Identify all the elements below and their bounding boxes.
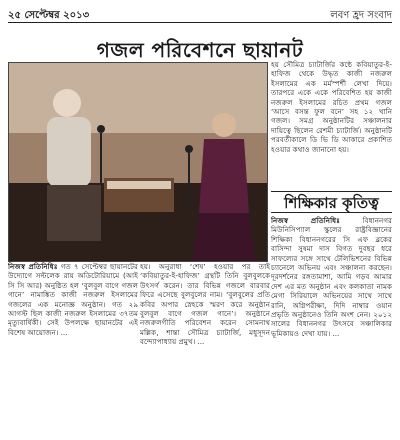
- second-article-dateline: নিজস্ব প্রতিনিধিঃ: [271, 216, 341, 225]
- concert-photo-graphic: [9, 63, 267, 261]
- newspaper-header: [8, 8, 392, 23]
- newspaper-name: লবণ হ্রদ সংবাদ: [330, 10, 392, 21]
- second-article-text: বিধাননগর মিউনিসিপ্যাল স্কুলের রাষ্ট্রবিজ্ঞানের শিক্ষিকা বিধাননগরের সি এফ ব্লকের বাসিন্দা সুষমা দাস বিগত দুবছর ধরে সাফল্যের সঙ্গে সাথে টেলিভিশনের বিভিন্ন চ্যানেলে অভিনয় এবং সঞ্চালনা করছেন। দূরদর্শনের রঙ্গতামাশা, আমি গড়ব আমার দেশ এর মত অনুষ্ঠান এবং কলকাতা নামক মেগা সিরিয়ালে অভিনয়ের সাথে সাথে রানি, অগ্নিপরীক্ষা, দিদি নাম্বার ওয়ান প্রভৃতি অনুষ্ঠানেও তিনি অংশ নেন। ২০১২ সালের বিধাননগর উৎসবে সঞ্চালিকার ভূমিকায়ও দেখা যায়। ...: [271, 216, 392, 338]
- article-continuation-right: হয় সৌমিত্র চ্যাটার্জির কন্ঠে কবিয়াতুর-ই-হাফিজ থেকে উদ্ধৃত কাজী নজরুল ইসলামের এক মর্মস্পর্শী লেখা দিয়ে। তারপরে একে একে পরিবেশিত হয় কাজী নজরুল ইসলামের রচিত প্রথম গজল ‘আসে বসন্ত ফুল বনে’ সহ ১২ খানি গজল। সমগ্র অনুষ্ঠানটির সঞ্চালনার দায়িত্বে ছিলেন রেশমী চ্যাটার্জি। অনুষ্ঠানটি পরবর্তীকালে ডি ভি ডি আকারে প্রকাশিত হওয়ার কথাও জানানো হয়।: [271, 60, 392, 154]
- article-body-column-1: [8, 262, 138, 438]
- concert-photo-icon: [8, 62, 268, 262]
- article-dateline: নিজস্ব প্রতিনিধিঃ: [8, 262, 58, 271]
- second-article-body: [271, 216, 392, 438]
- issue-date: ২৫ সেপ্টেম্বর ২০১৩: [8, 10, 90, 21]
- article-lead-text: গত ৭ সেপ্টেম্বর ছায়ানটের উদ্যোগে সল্টলেক রায় অডিটোরিয়ামে (আই সি সি আর) অনুষ্ঠিত হল ‘বুলবুল বাগে গজল গানে’ নামাঙ্কিত কাজী নজরুল ইসলামের গজলের এক মনোজ্ঞ অনুষ্ঠান। গত ২৯ আগস্ট ছিল কাজী নজরুল ইসলামের ৩৭তম মৃত্যুবার্ষিকী। সেই উপলক্ষে ছায়ানটের এই বিশেষ আয়োজন। ...: [8, 262, 138, 337]
- article-headline: গজল পরিবেশনে ছায়ানট: [96, 38, 304, 62]
- second-article-headline: শিক্ষিকার কৃতিত্ব: [271, 191, 392, 213]
- article-body-column-2: হয়। অনুরাধা ‘শেষ’ হওয়ার পর তাই ‘কবিয়াতুর-ই-হাফিজ’ গ্রন্থটি তিনি বুলবুলকে উৎসর্গ করেন। তার বিভিন্ন গজলে বারবার ফিরে এসেছে বুলবুলের নাম। ‘বুলবুলের প্রতি কবির অপার স্নেহকে স্মরণ করে অনুষ্ঠান বুলবুল বাগে গজল গানে’। অনুষ্ঠানে নজরুলগীতি পরিবেশন করেন সোমনাথ মল্লিক, শান্তা সৌমিত্র চ্যাটার্জি, মধুসূদন বন্দ্যোপাধ্যায় প্রমুখ। ...: [140, 262, 270, 347]
